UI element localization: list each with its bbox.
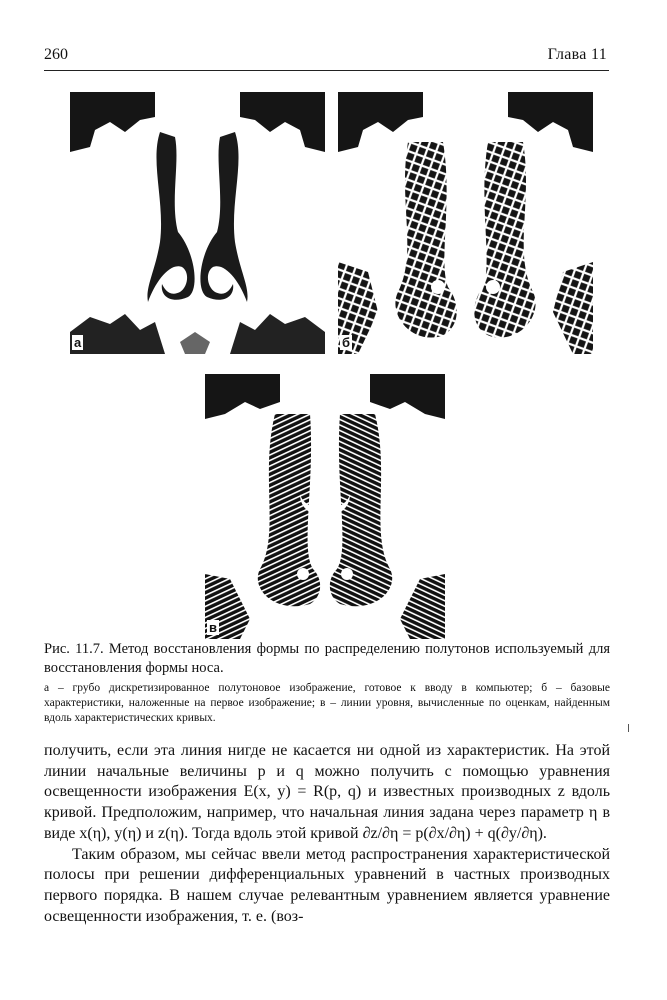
paragraph-1: получить, если эта линия нигде не касается ни одной из характеристик. На этой линии начальные величины p и q можно получить с помощью уравнения освещенности изображения E(x, y) = R(p, q) и известных производных z вдоль кривой. Предположим, например, что начальная линия задана через параметр η в виде x(η), y(η) и z(η). Тогда вдоль этой кривой ∂z/∂η = p(∂x/∂η) + q(∂y/∂η). — [44, 742, 610, 842]
figure-label-c: в — [209, 620, 217, 635]
figure-panel-c — [205, 374, 445, 639]
figure-label-b: б — [342, 335, 351, 350]
halftone-nose-image — [70, 92, 325, 354]
figure-label-a: а — [74, 335, 82, 350]
figure-panel-b — [338, 92, 593, 354]
level-lines-image — [205, 374, 445, 639]
paragraph-2: Таким образом, мы сейчас ввели метод распространения характеристической полосы при решении дифференциальных уравнений в частных производных первого порядка. В нашем случае релевантным уравнением является уравнение освещенности изображения, т. е. (воз- — [44, 845, 610, 925]
figure-caption-legend: а – грубо дискретизированное полутоновое изображение, готовое к вводу в компьютер; б – базовые характеристики, наложенные на первое изображение; в – линии уровня, вычисленные по оценкам, найденным вдоль характеристических кривых. — [44, 682, 610, 724]
figure-panel-a — [70, 92, 325, 354]
margin-mark — [628, 724, 629, 732]
body-text — [44, 741, 610, 927]
running-head: Глава 11 — [547, 46, 607, 63]
header-rule — [44, 70, 609, 71]
page-number: 260 — [44, 46, 68, 63]
characteristics-overlay-image — [338, 92, 593, 354]
figure-caption-title: Рис. 11.7. Метод восстановления формы по распределению полутонов используемый для восстановления формы носа. — [44, 641, 610, 676]
